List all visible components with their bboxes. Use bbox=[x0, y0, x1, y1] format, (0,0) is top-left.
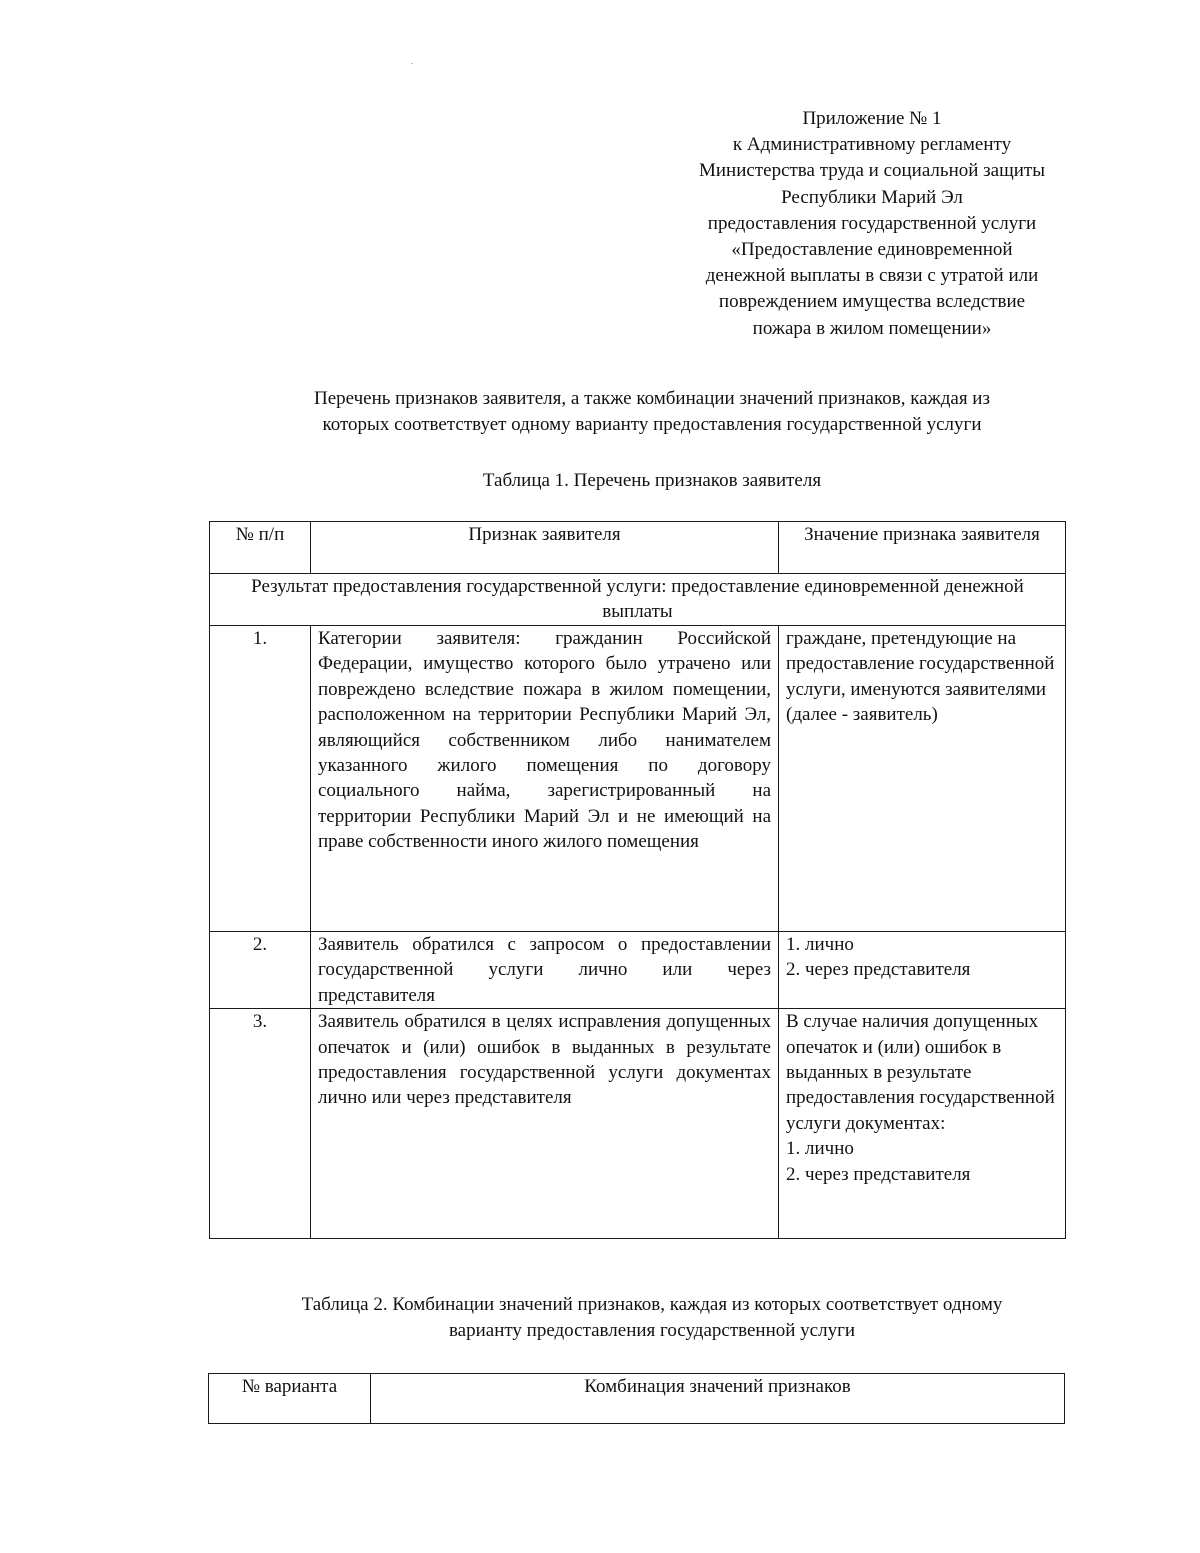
appendix-line: к Административному регламенту bbox=[732, 134, 1012, 156]
row-value-line: 2. через представителя bbox=[786, 1163, 971, 1185]
row-value-line: 2. через представителя bbox=[786, 959, 971, 981]
combinations-table bbox=[208, 1373, 1065, 1424]
applicant-attributes-table bbox=[209, 521, 1066, 1239]
table-header-row bbox=[209, 1374, 1065, 1424]
appendix-line: Приложение № 1 bbox=[802, 108, 942, 129]
table2-caption bbox=[200, 1292, 1104, 1344]
row-value bbox=[779, 1009, 1066, 1239]
table1-caption: Таблица 1. Перечень признаков заявителя bbox=[482, 470, 822, 491]
header-combination: Комбинация значений признаков bbox=[371, 1374, 1065, 1424]
appendix-header bbox=[665, 106, 1079, 342]
section-row bbox=[210, 574, 1066, 626]
header-attribute: Признак заявителя bbox=[311, 522, 779, 574]
table-header-row bbox=[210, 522, 1066, 574]
appendix-line: Министерства труда и социальной защиты bbox=[699, 160, 1045, 182]
row-attribute: Категории заявителя: гражданин Российской Федерации, имущество которого было утрачено или повреждено вследствие пожара в жилом помещении, расположенном на территории Республики Марий Эл, являющийся собственником либо нанимателем указанного жилого помещения по договору социального найма, зарегистрированный на территории Республики Марий Эл и не имеющий на праве собственности иного жилого помещения bbox=[311, 626, 779, 932]
appendix-line: денежной выплаты в связи с утратой или bbox=[705, 265, 1039, 287]
row-attribute: Заявитель обратился в целях исправления допущенных опечаток и (или) ошибок в выданных в результате предоставления государственной услуги документах лично или через представителя bbox=[311, 1009, 779, 1239]
row-number: 1. bbox=[210, 626, 311, 932]
appendix-line: пожара в жилом помещении» bbox=[752, 317, 992, 339]
table2-caption-line: варианту предоставления государственной услуги bbox=[448, 1320, 856, 1341]
table-row bbox=[210, 1009, 1066, 1239]
section-title: Результат предоставления государственной услуги: предоставление единовременной денежной выплаты bbox=[210, 574, 1066, 626]
scan-speck bbox=[411, 63, 413, 64]
appendix-line: «Предоставление единовременной bbox=[731, 239, 1013, 261]
row-value bbox=[779, 932, 1066, 1009]
row-value-line: 1. лично bbox=[786, 934, 854, 955]
row-value-text: В случае наличия допущенных опечаток и (или) ошибок в выданных в результате предоставления государственной услуги документах: bbox=[786, 1011, 1055, 1134]
row-number: 2. bbox=[210, 932, 311, 1009]
table-row bbox=[210, 932, 1066, 1009]
row-value: граждане, претендующие на предоставление государственной услуги, именуются заявителями (далее - заявитель) bbox=[779, 626, 1066, 932]
header-num: № п/п bbox=[210, 522, 311, 574]
appendix-line: повреждением имущества вследствие bbox=[718, 291, 1026, 313]
table2-caption-line: Таблица 2. Комбинации значений признаков, каждая из которых соответствует одному bbox=[301, 1294, 1003, 1315]
appendix-line: Республики Марий Эл bbox=[781, 186, 963, 208]
appendix-line: предоставления государственной услуги bbox=[707, 212, 1037, 234]
document-title-line: Перечень признаков заявителя, а также комбинации значений признаков, каждая из bbox=[314, 388, 990, 409]
row-attribute: Заявитель обратился с запросом о предоставлении государственной услуги лично или через представителя bbox=[311, 932, 779, 1009]
document-title-line: которых соответствует одному варианту предоставления государственной услуги bbox=[322, 414, 982, 435]
row-number: 3. bbox=[210, 1009, 311, 1239]
table-row bbox=[210, 626, 1066, 932]
header-variant: № варианта bbox=[209, 1374, 371, 1424]
row-value-line: 1. лично bbox=[786, 1138, 854, 1160]
document-title bbox=[200, 386, 1104, 438]
header-value: Значение признака заявителя bbox=[779, 522, 1066, 574]
